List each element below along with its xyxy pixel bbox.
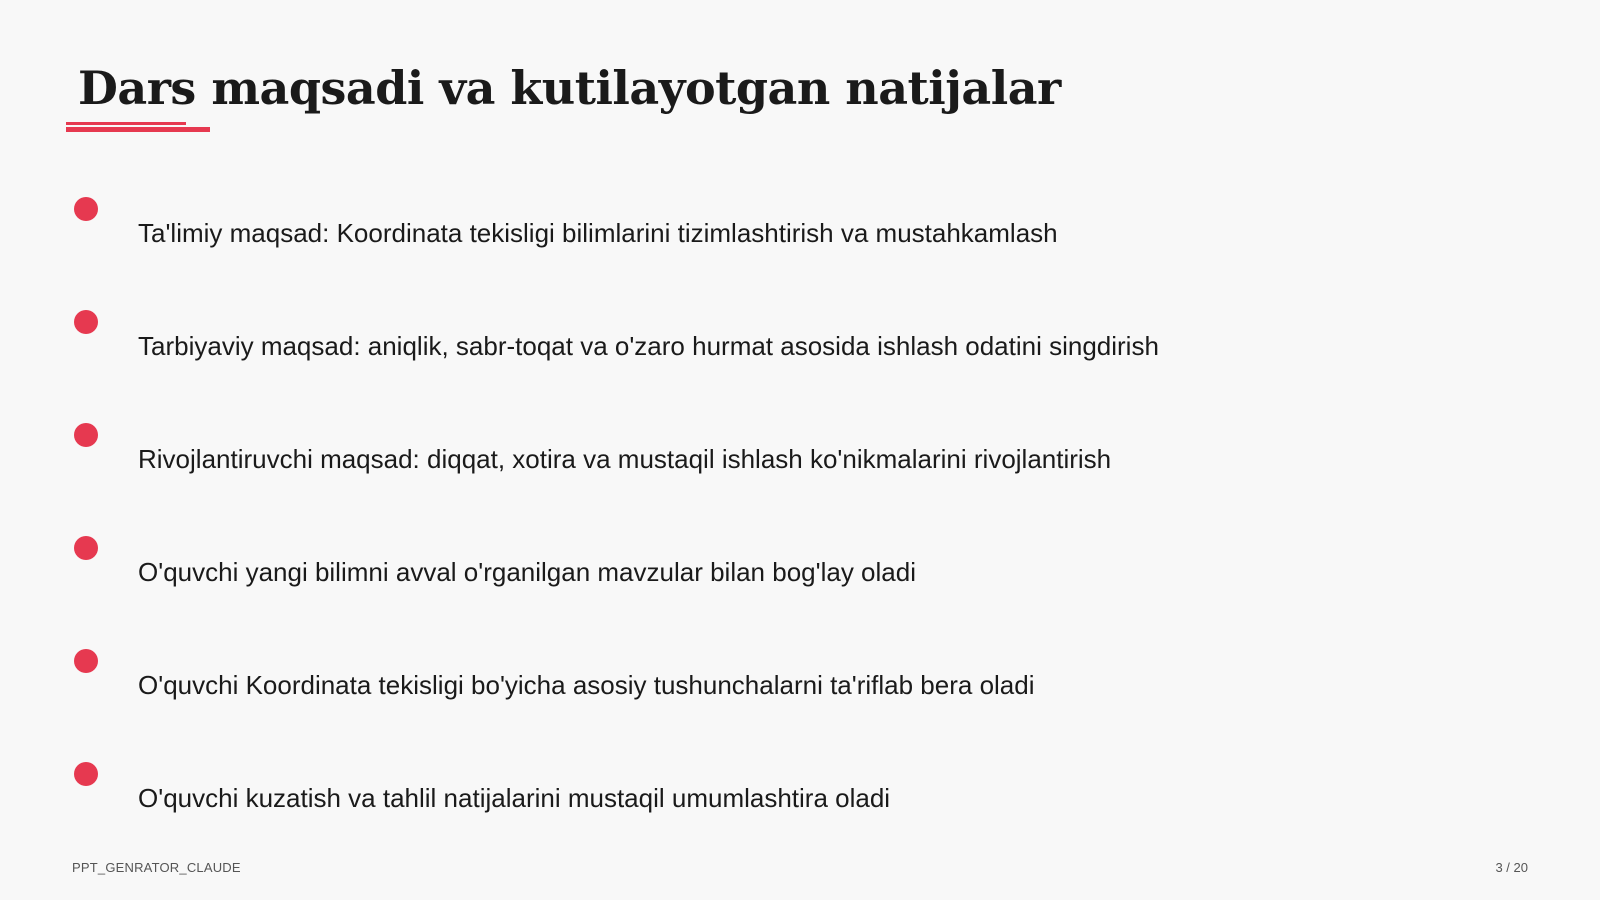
bullet-text: Tarbiyaviy maqsad: aniqlik, sabr-toqat va o'zaro hurmat asosida ishlash odatini singdirish — [138, 331, 1159, 361]
bullet-item-2 — [0, 310, 1600, 400]
bullet-text: O'quvchi Koordinata tekisligi bo'yicha asosiy tushunchalarni ta'riflab bera oladi — [138, 670, 1035, 700]
bullet-dot-icon — [74, 423, 98, 447]
bullet-text: Rivojlantiruvchi maqsad: diqqat, xotira va mustaqil ishlash ko'nikmalarini rivojlantirish — [138, 444, 1112, 474]
bullet-text: Ta'limiy maqsad: Koordinata tekisligi bilimlarini tizimlashtirish va mustahkamlash — [138, 218, 1058, 248]
bullet-text: O'quvchi yangi bilimni avval o'rganilgan mavzular bilan bog'lay oladi — [138, 557, 916, 587]
bullet-dot-icon — [74, 649, 98, 673]
footer-generator-label: PPT_GENRATOR_CLAUDE — [72, 860, 241, 875]
bullet-dot-icon — [74, 197, 98, 221]
footer-page-indicator: 3 / 20 — [1495, 860, 1528, 875]
bullet-item-5 — [0, 649, 1600, 739]
bullet-dot-icon — [74, 762, 98, 786]
bullet-item-3 — [0, 423, 1600, 513]
slide-title: Dars maqsadi va kutilayotgan natijalar — [78, 61, 1061, 115]
bullet-text: O'quvchi kuzatish va tahlil natijalarini mustaqil umumlashtira oladi — [138, 783, 891, 813]
bullet-dot-icon — [74, 536, 98, 560]
bullet-dot-icon — [74, 310, 98, 334]
bullet-item-6 — [0, 762, 1600, 852]
bullet-item-4 — [0, 536, 1600, 626]
bullet-item-1 — [0, 197, 1600, 287]
